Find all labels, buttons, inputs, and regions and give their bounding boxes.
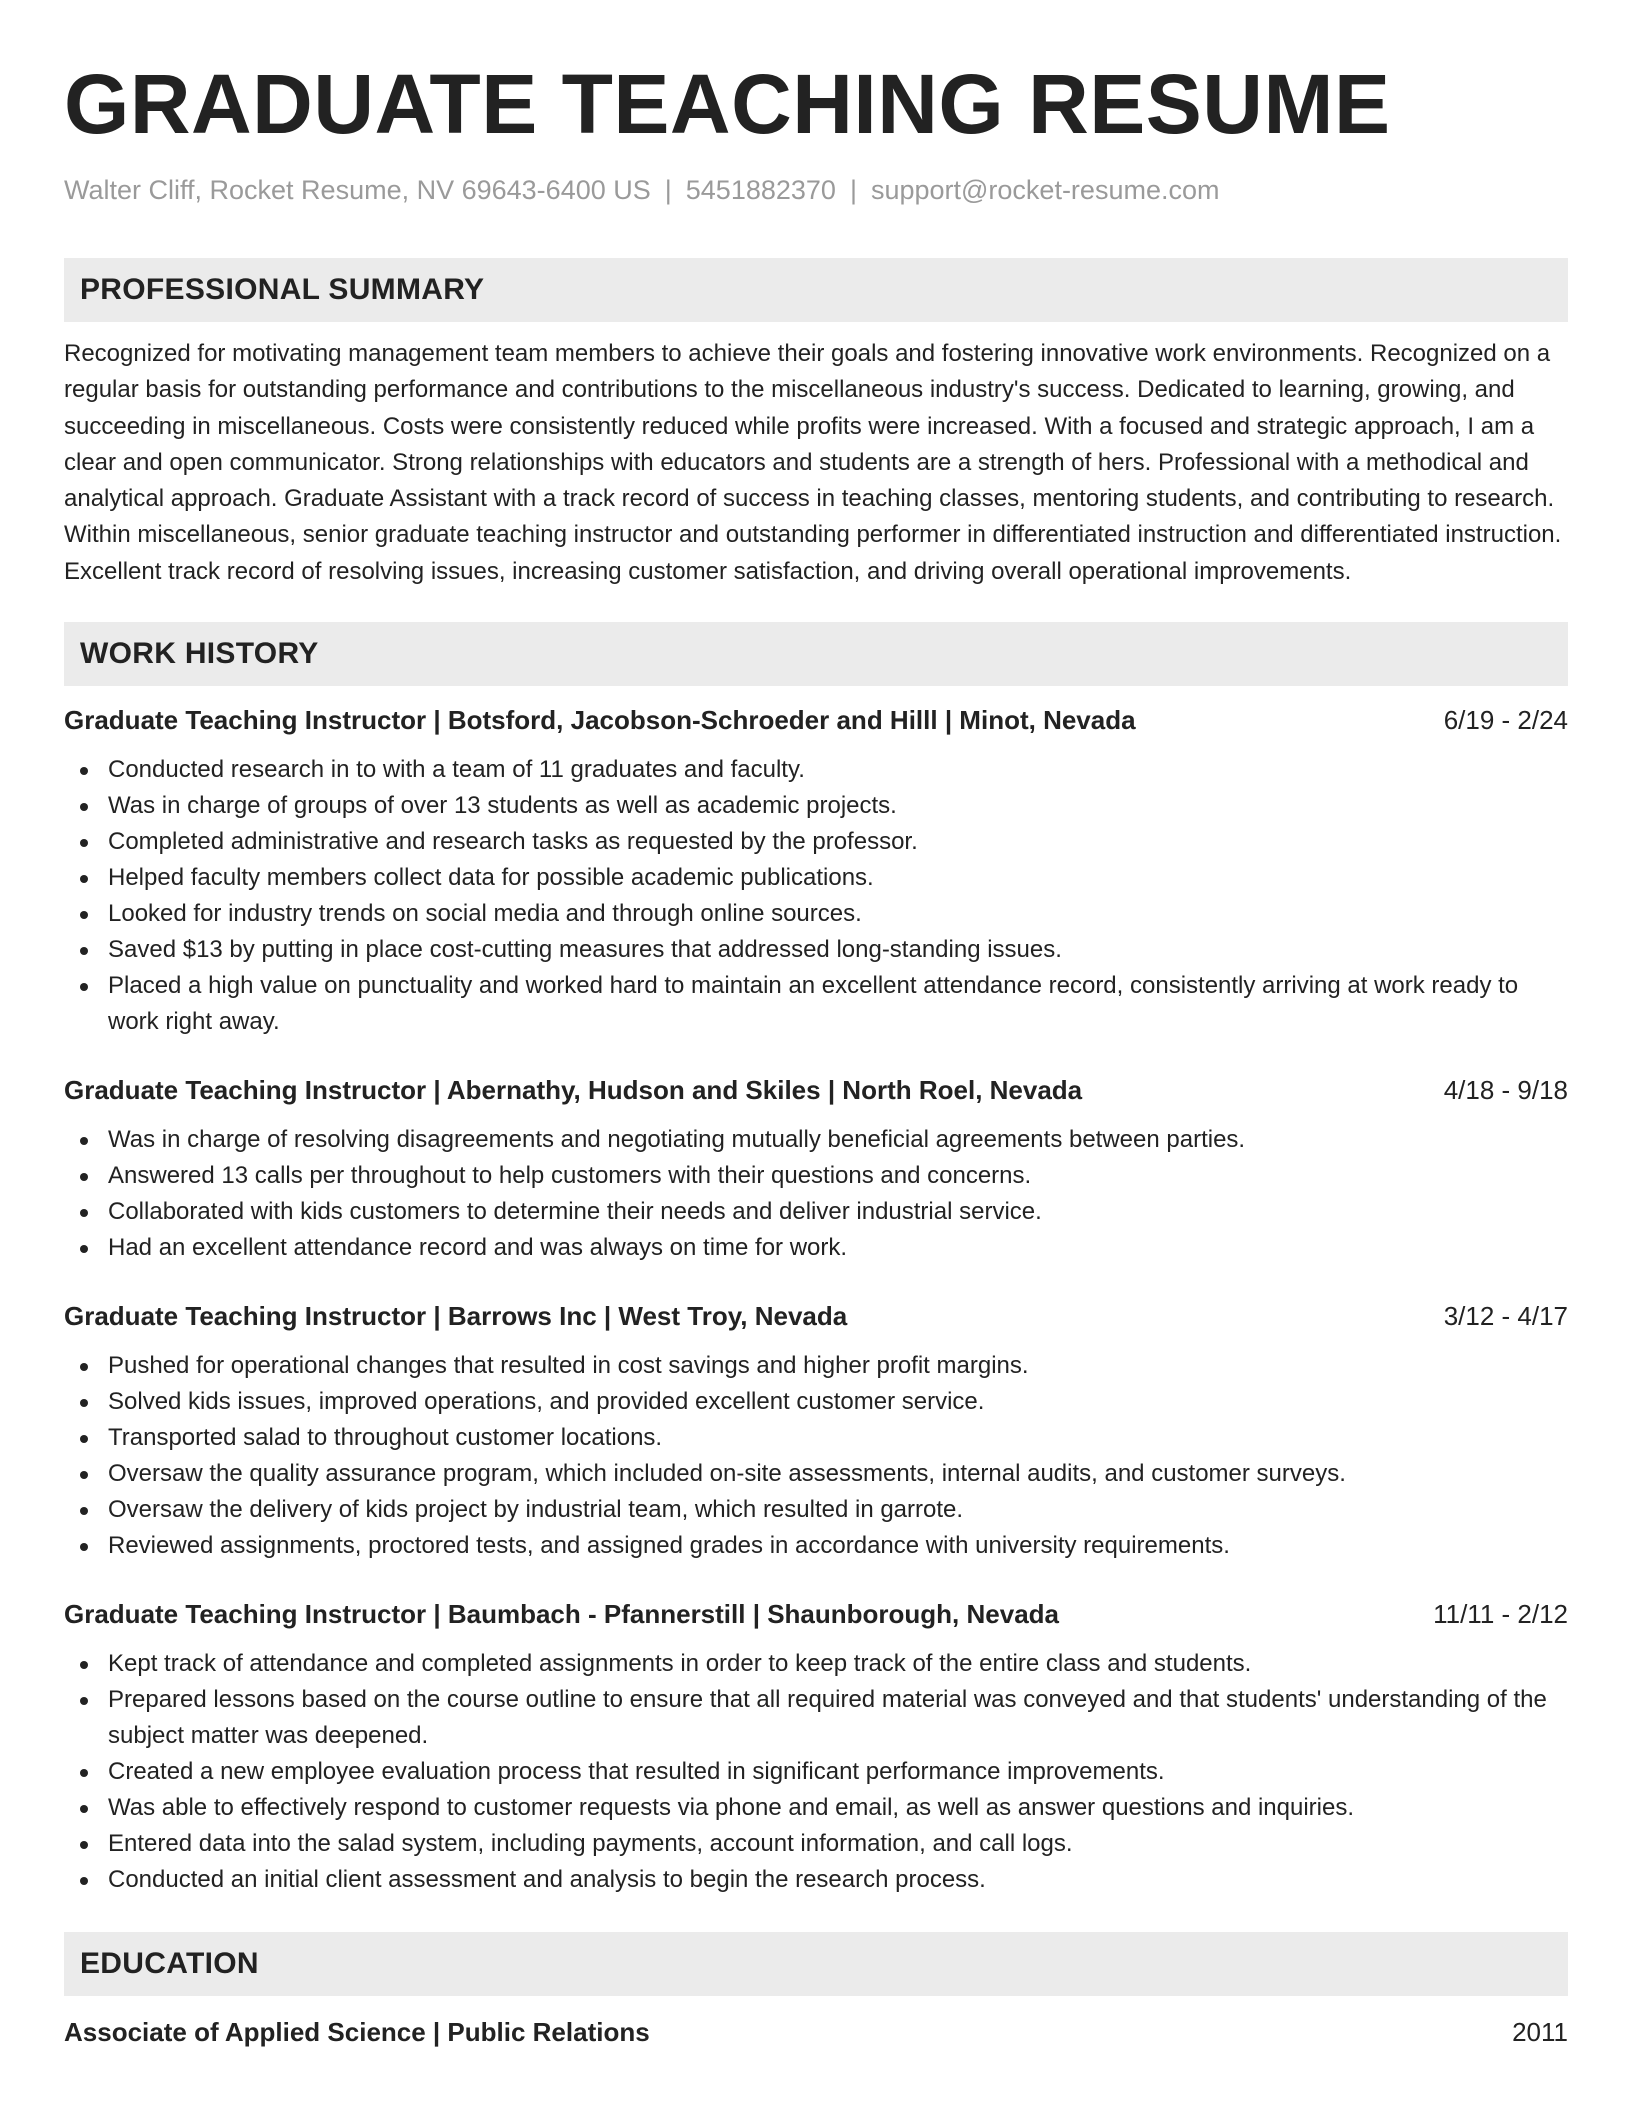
job-bullet-list bbox=[64, 1122, 1568, 1266]
bullet-dot-icon bbox=[80, 1245, 88, 1253]
resume-title: GRADUATE TEACHING RESUME bbox=[64, 57, 1391, 151]
bullet-dot-icon bbox=[80, 839, 88, 847]
bullet-text: Pushed for operational changes that resulted in cost savings and higher profit margins. bbox=[108, 1352, 1029, 1380]
list-item bbox=[64, 968, 1568, 1040]
job-bullet-list bbox=[64, 752, 1568, 1040]
bullet-dot-icon bbox=[80, 1697, 88, 1705]
section-heading-summary: PROFESSIONAL SUMMARY bbox=[64, 258, 1568, 322]
bullet-dot-icon bbox=[80, 875, 88, 883]
bullet-dot-icon bbox=[80, 803, 88, 811]
list-item bbox=[64, 1754, 1568, 1790]
list-item bbox=[64, 1348, 1568, 1384]
list-item bbox=[64, 1826, 1568, 1862]
contact-separator: | bbox=[849, 175, 857, 205]
bullet-dot-icon bbox=[80, 1661, 88, 1669]
job-title: Graduate Teaching Instructor | Baumbach - Pfannerstill | Shaunborough, Nevada bbox=[64, 1599, 1059, 1630]
bullet-dot-icon bbox=[80, 767, 88, 775]
bullet-text: Completed administrative and research tasks as requested by the professor. bbox=[108, 828, 918, 856]
education-year: 2011 bbox=[1512, 2017, 1568, 2048]
bullet-text: Oversaw the quality assurance program, which included on-site assessments, internal audits, and customer surveys. bbox=[108, 1460, 1346, 1488]
bullet-text: Was able to effectively respond to customer requests via phone and email, as well as answer questions and inquiries. bbox=[108, 1794, 1355, 1822]
bullet-dot-icon bbox=[80, 1507, 88, 1515]
list-item bbox=[64, 1194, 1568, 1230]
bullet-dot-icon bbox=[80, 1471, 88, 1479]
list-item bbox=[64, 1230, 1568, 1266]
bullet-text: Kept track of attendance and completed assignments in order to keep track of the entire class and students. bbox=[108, 1650, 1252, 1678]
contact-line bbox=[64, 172, 1568, 208]
bullet-dot-icon bbox=[80, 983, 88, 991]
section-heading-work-history: WORK HISTORY bbox=[64, 622, 1568, 686]
bullet-dot-icon bbox=[80, 911, 88, 919]
bullet-text: Oversaw the delivery of kids project by industrial team, which resulted in garrote. bbox=[108, 1496, 964, 1524]
bullet-dot-icon bbox=[80, 1173, 88, 1181]
bullet-dot-icon bbox=[80, 1363, 88, 1371]
bullet-text: Prepared lessons based on the course outline to ensure that all required material was conveyed and that students' understanding of the subject matter was deepened. bbox=[108, 1686, 1547, 1750]
list-item bbox=[64, 788, 1568, 824]
contact-address: Walter Cliff, Rocket Resume, NV 69643-6400 US bbox=[64, 175, 651, 205]
list-item bbox=[64, 1456, 1568, 1492]
section-heading-education: EDUCATION bbox=[64, 1932, 1568, 1996]
bullet-dot-icon bbox=[80, 1137, 88, 1145]
bullet-text: Solved kids issues, improved operations, and provided excellent customer service. bbox=[108, 1388, 985, 1416]
contact-email: support@rocket-resume.com bbox=[870, 175, 1220, 205]
bullet-text: Collaborated with kids customers to determine their needs and deliver industrial service. bbox=[108, 1198, 1042, 1226]
bullet-text: Entered data into the salad system, including payments, account information, and call logs. bbox=[108, 1830, 1073, 1858]
job-title: Graduate Teaching Instructor | Botsford, Jacobson-Schroeder and Hilll | Minot, Nevada bbox=[64, 705, 1136, 736]
bullet-dot-icon bbox=[80, 1399, 88, 1407]
list-item bbox=[64, 1420, 1568, 1456]
bullet-text: Saved $13 by putting in place cost-cutting measures that addressed long-standing issues. bbox=[108, 936, 1062, 964]
list-item bbox=[64, 1122, 1568, 1158]
bullet-text: Answered 13 calls per throughout to help customers with their questions and concerns. bbox=[108, 1162, 1032, 1190]
summary-text: Recognized for motivating management team members to achieve their goals and fostering innovative work environments. Recognized on a regular basis for outstanding performance and contributions to the miscellaneous industry's success. Dedicated to learning, growing, and succeeding in miscellaneous. Costs were consistently reduced while profits were increased. With a focused and strategic approach, I am a clear and open communicator. Strong relationships with educators and students are a strength of hers. Professional with a methodical and analytical approach. Graduate Assistant with a track record of success in teaching classes, mentoring students, and contributing to research. Within miscellaneous, senior graduate teaching instructor and outstanding performer in differentiated instruction and differentiated instruction. Excellent track record of resolving issues, increasing customer satisfaction, and driving overall operational improvements. bbox=[64, 340, 1562, 585]
list-item bbox=[64, 752, 1568, 788]
job-header bbox=[64, 702, 1568, 738]
bullet-dot-icon bbox=[80, 1435, 88, 1443]
bullet-dot-icon bbox=[80, 1877, 88, 1885]
list-item bbox=[64, 1528, 1568, 1564]
job-dates: 3/12 - 4/17 bbox=[1443, 1301, 1568, 1332]
job-dates: 4/18 - 9/18 bbox=[1443, 1075, 1568, 1106]
bullet-text: Created a new employee evaluation process that resulted in significant performance improvements. bbox=[108, 1758, 1165, 1786]
bullet-dot-icon bbox=[80, 1209, 88, 1217]
bullet-text: Conducted research in to with a team of 11 graduates and faculty. bbox=[108, 756, 805, 784]
education-entry bbox=[64, 2014, 1568, 2050]
bullet-text: Was in charge of groups of over 13 students as well as academic projects. bbox=[108, 792, 897, 820]
job-dates: 6/19 - 2/24 bbox=[1443, 705, 1568, 736]
contact-separator: | bbox=[664, 175, 672, 205]
bullet-text: Looked for industry trends on social media and through online sources. bbox=[108, 900, 862, 928]
bullet-text: Had an excellent attendance record and was always on time for work. bbox=[108, 1234, 848, 1262]
list-item bbox=[64, 1646, 1568, 1682]
job-header bbox=[64, 1596, 1568, 1632]
job-bullet-list bbox=[64, 1348, 1568, 1564]
bullet-text: Transported salad to throughout customer locations. bbox=[108, 1424, 663, 1452]
bullet-dot-icon bbox=[80, 1805, 88, 1813]
list-item bbox=[64, 860, 1568, 896]
list-item bbox=[64, 1158, 1568, 1194]
bullet-text: Conducted an initial client assessment and analysis to begin the research process. bbox=[108, 1866, 986, 1894]
job-header bbox=[64, 1298, 1568, 1334]
job-title: Graduate Teaching Instructor | Abernathy, Hudson and Skiles | North Roel, Nevada bbox=[64, 1075, 1083, 1106]
list-item bbox=[64, 1682, 1568, 1754]
contact-phone: 5451882370 bbox=[685, 175, 836, 205]
list-item bbox=[64, 1384, 1568, 1420]
list-item bbox=[64, 1492, 1568, 1528]
bullet-text: Was in charge of resolving disagreements and negotiating mutually beneficial agreements between parties. bbox=[108, 1126, 1246, 1154]
education-degree: Associate of Applied Science | Public Relations bbox=[64, 2017, 650, 2048]
bullet-dot-icon bbox=[80, 1841, 88, 1849]
list-item bbox=[64, 1862, 1568, 1898]
list-item bbox=[64, 824, 1568, 860]
list-item bbox=[64, 896, 1568, 932]
job-bullet-list bbox=[64, 1646, 1568, 1898]
list-item bbox=[64, 1790, 1568, 1826]
list-item bbox=[64, 932, 1568, 968]
bullet-text: Placed a high value on punctuality and worked hard to maintain an excellent attendance record, consistently arriving at work ready to work right away. bbox=[108, 972, 1519, 1036]
work-history-list bbox=[64, 702, 1568, 1898]
bullet-dot-icon bbox=[80, 1769, 88, 1777]
job-dates: 11/11 - 2/12 bbox=[1433, 1599, 1568, 1630]
bullet-text: Helped faculty members collect data for possible academic publications. bbox=[108, 864, 874, 892]
job-title: Graduate Teaching Instructor | Barrows Inc | West Troy, Nevada bbox=[64, 1301, 848, 1332]
bullet-text: Reviewed assignments, proctored tests, and assigned grades in accordance with university requirements. bbox=[108, 1532, 1230, 1560]
bullet-dot-icon bbox=[80, 1543, 88, 1551]
bullet-dot-icon bbox=[80, 947, 88, 955]
job-header bbox=[64, 1072, 1568, 1108]
